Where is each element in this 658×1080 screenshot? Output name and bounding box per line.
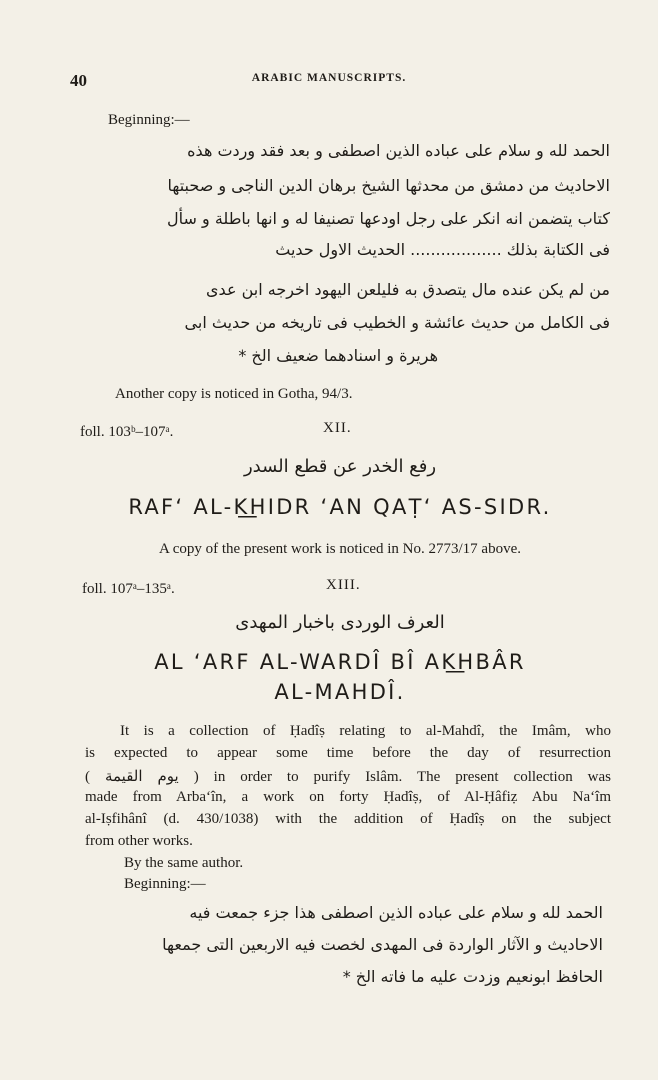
arabic-text-line: الحمد لله و سلام على عباده الذين اصطفى و بعد فقد وردت هذه: [187, 141, 610, 160]
arabic-title: العرف الوردى باخبار المهدى: [235, 612, 445, 633]
description-line: al-Iṣfihânî (d. 430/1038) with the addition of Ḥadîṣ on the subject: [85, 811, 611, 827]
description-line: made from Arba‘în, a work on forty Ḥadîṣ, of Al-Ḥâfiẓ Abu Na‘îm: [85, 789, 611, 805]
running-head: ARABIC MANUSCRIPTS.: [251, 72, 407, 84]
arabic-text-line: فى الكامل من حديث عائشة و الخطيب فى تاريخه من حديث ابى: [184, 313, 610, 332]
transliterated-title-line-1: AL ‘ARF AL-WARDÎ BÎ AK͟HBÂR: [154, 650, 526, 674]
transliterated-title-line-2: AL-MAHDÎ.: [274, 680, 406, 704]
gotha-note: Another copy is noticed in Gotha, 94/3.: [115, 386, 353, 402]
entry-number: XIII.: [326, 577, 361, 593]
author-note: By the same author.: [124, 855, 244, 871]
beginning-label: Beginning:—: [108, 112, 190, 128]
transliterated-title: RAF‘ AL-K͟HIDR ‘AN QAṬ‘ AS-SIDR.: [128, 495, 552, 519]
description-line: from other works.: [85, 833, 193, 849]
arabic-text-line: كتاب يتضمن انه انكر على رجل اودعها تصنيفا له و انها باطلة و سأل: [167, 209, 610, 228]
description-line: is expected to appear some time before the day of resurrection: [85, 745, 611, 761]
page-number: 40: [70, 71, 87, 90]
arabic-text-line: الحمد لله و سلام على عباده الذين اصطفى هذا جزء جمعت فيه: [189, 903, 603, 922]
arabic-text-line: الاحاديث و الآثار الواردة فى المهدى لخصت فيه الاربعين التى جمعها: [162, 935, 603, 954]
entry-number: XII.: [323, 420, 352, 436]
arabic-text-line: هريرة و اسنادهما ضعيف الخ *: [238, 346, 438, 365]
arabic-text-line: فى الكتابة بذلك .................. الحديث الاول حديث: [275, 240, 610, 259]
description-line: It is a collection of Ḥadîṣ relating to al-Mahdî, the Imâm, who: [120, 723, 611, 739]
arabic-title: رفع الخدر عن قطع السدر: [243, 456, 437, 477]
arabic-text-line: الاحاديث من دمشق من محدثها الشيخ برهان الدين الناجى و صحبتها: [167, 176, 610, 195]
arabic-text-line: من لم يكن عنده مال يتصدق به فليلعن اليهود اخرجه ابن عدى: [206, 280, 610, 299]
description-line: ( يوم القيمة ) in order to purify Islâm. The present collection was: [85, 769, 611, 785]
arabic-text-line: الحافظ ابونعيم وزدت عليه ما فاته الخ *: [342, 967, 603, 986]
folio-range: foll. 107ᵃ–135ᵃ.: [82, 581, 175, 597]
beginning-label: Beginning:—: [124, 876, 206, 892]
folio-range: foll. 103ᵇ–107ᵃ.: [80, 424, 174, 440]
copy-note: A copy of the present work is noticed in No. 2773/17 above.: [158, 541, 521, 557]
